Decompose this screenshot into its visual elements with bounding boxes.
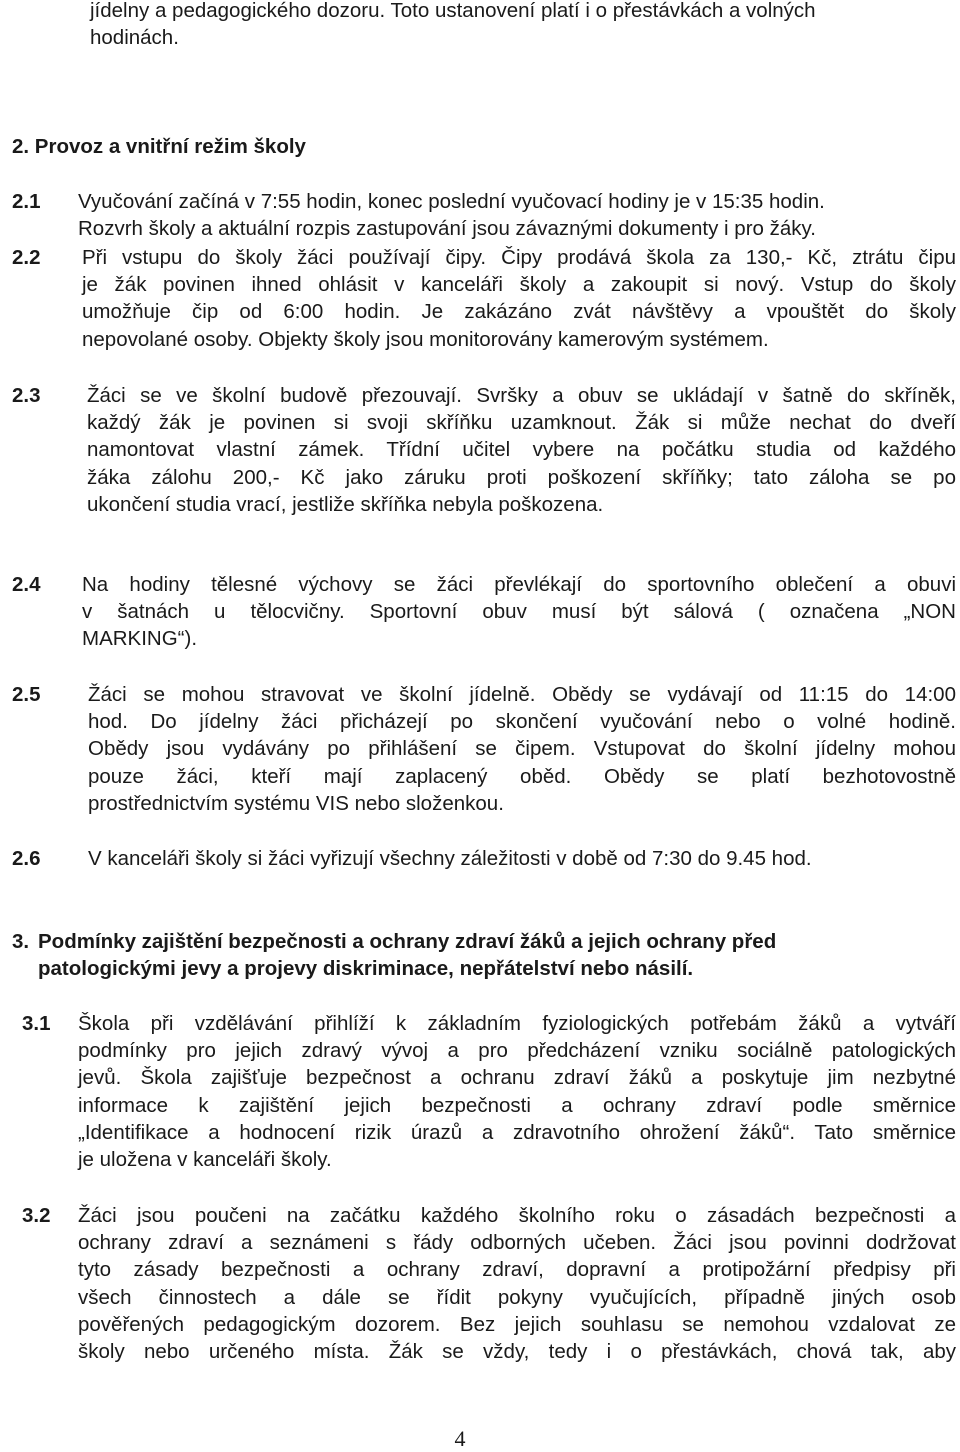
text-line: ochrany zdraví a seznámeni s řády odborných učeben. Žáci jsou povinni dodržovat xyxy=(78,1231,956,1255)
text-line: Obědy jsou vydávány po přihlášení se čipem. Vstupovat do školní jídelny mohou xyxy=(88,737,956,761)
text-line: „Identifikace a hodnocení rizik úrazů a zdravotního ohrožení žáků“. Tato směrnice xyxy=(78,1120,956,1144)
text-line: Vyučování začíná v 7:55 hodin, konec poslední vyučovací hodiny je v 15:35 hodin. xyxy=(78,190,825,213)
text-line: podmínky pro jejich zdravý vývoj a pro předcházení vzniku sociálně patologických xyxy=(78,1039,956,1063)
text-line: je žák povinen ihned ohlásit v kanceláři školy a zakoupit si nový. Vstup do školy xyxy=(82,273,956,297)
text-line: namontovat vlastní zámek. Třídní učitel vybere na počátku studia od každého xyxy=(87,438,956,462)
text-line: hod. Do jídelny žáci přicházejí po skončení vyučování nebo o volné hodině. xyxy=(88,710,956,734)
text-line: Žáci se mohou stravovat ve školní jídelně. Obědy se vydávají od 11:15 do 14:00 xyxy=(88,683,956,706)
item-number: 2.6 xyxy=(12,847,41,870)
text-line: každý žák je povinen si svoji skříňku uzamknout. Žák si může nechat do dveří xyxy=(87,411,956,435)
text-line: MARKING“). xyxy=(82,627,198,651)
page-number: 4 xyxy=(454,1426,466,1451)
section-3-number: 3. xyxy=(12,930,30,953)
text-line: všech činnostech a dále se řídit pokyny vyučujících, případně jiných osob xyxy=(78,1285,956,1309)
text-line: Žáci jsou poučeni na začátku každého školního roku o zásadách bezpečnosti a xyxy=(78,1204,956,1227)
text-line: školy nebo určeného místa. Žák se vždy, tedy i o přestávkách, chová tak, aby xyxy=(78,1340,956,1364)
item-number: 2.2 xyxy=(12,246,41,269)
item-number: 2.3 xyxy=(12,384,41,407)
item-number: 2.4 xyxy=(12,573,41,596)
paragraph-2-4 xyxy=(82,571,956,653)
text-line: Žáci se ve školní budově přezouvají. Svršky a obuv se ukládají v šatně do skříněk, xyxy=(87,384,956,407)
item-number: 3.2 xyxy=(22,1204,51,1227)
text-line: Rozvrh školy a aktuální rozpis zastupování jsou závaznými dokumenty i pro žáky. xyxy=(78,217,816,241)
paragraph-2-1 xyxy=(78,188,958,242)
text-line: žáka zálohu 200,- Kč jako záruku proti poškození skříňky; tato záloha se po xyxy=(87,465,956,489)
item-number: 3.1 xyxy=(22,1012,51,1035)
item-number: 2.1 xyxy=(12,190,41,213)
text-line: jevů. Škola zajišťuje bezpečnost a ochranu zdraví žáků a poskytuje jim nezbytné xyxy=(78,1066,956,1090)
text-line: V kanceláři školy si žáci vyřizují všechny záležitosti v době od 7:30 do 9.45 hod. xyxy=(88,847,812,870)
paragraph-2-2 xyxy=(82,244,956,353)
text-line: nepovolané osoby. Objekty školy jsou monitorovány kamerovým systémem. xyxy=(82,327,769,351)
text-line: prostřednictvím systému VIS nebo složenkou. xyxy=(88,791,504,815)
paragraph-2-6 xyxy=(88,845,956,872)
text-line: Při vstupu do školy žáci používají čipy. Čipy prodává škola za 130,- Kč, ztrátu čipu xyxy=(82,246,956,269)
text-line: hodinách. xyxy=(90,26,179,50)
text-line: pověřených pedagogickým dozorem. Bez jejich souhlasu se nemohou vzdalovat ze xyxy=(78,1312,956,1336)
text-line: Škola při vzdělávání přihlíží k základním fyziologických potřebám žáků a vytváří xyxy=(78,1012,956,1035)
item-number: 2.5 xyxy=(12,683,41,706)
text-line: ukončení studia vrací, jestliže skříňka nebyla poškozena. xyxy=(87,492,604,516)
section-2-heading: 2. Provoz a vnitřní režim školy xyxy=(12,135,306,158)
paragraph-3-1 xyxy=(78,1010,956,1173)
text-line: umožňuje čip od 6:00 hodin. Je zakázáno zvát návštěvy a vpouštět do školy xyxy=(82,300,956,324)
paragraph-3-2 xyxy=(78,1202,956,1365)
text-line: jídelny a pedagogického dozoru. Toto ustanovení platí i o přestávkách a volných xyxy=(90,0,816,22)
text-line: je uložena v kanceláři školy. xyxy=(78,1148,332,1172)
paragraph-2-3 xyxy=(87,382,956,518)
section-3-heading xyxy=(38,928,956,982)
heading-line: patologickými jevy a projevy diskriminace, nepřátelství nebo násilí. xyxy=(38,957,694,981)
heading-line: Podmínky zajištění bezpečnosti a ochrany zdraví žáků a jejich ochrany před xyxy=(38,930,777,953)
text-line: v šatnách u tělocvičny. Sportovní obuv musí být sálová ( označena „NON xyxy=(82,600,956,624)
paragraph-2-5 xyxy=(88,681,956,817)
text-line: pouze žáci, kteří mají zaplacený oběd. Obědy se platí bezhotovostně xyxy=(88,764,956,788)
text-line: Na hodiny tělesné výchovy se žáci převlékají do sportovního oblečení a obuvi xyxy=(82,573,956,596)
intro-paragraph xyxy=(90,0,958,51)
text-line: tyto zásady bezpečnosti a ochrany zdraví, dopravní a protipožární předpisy při xyxy=(78,1258,956,1282)
text-line: informace k zajištění jejich bezpečnosti a ochrany zdraví podle směrnice xyxy=(78,1093,956,1117)
